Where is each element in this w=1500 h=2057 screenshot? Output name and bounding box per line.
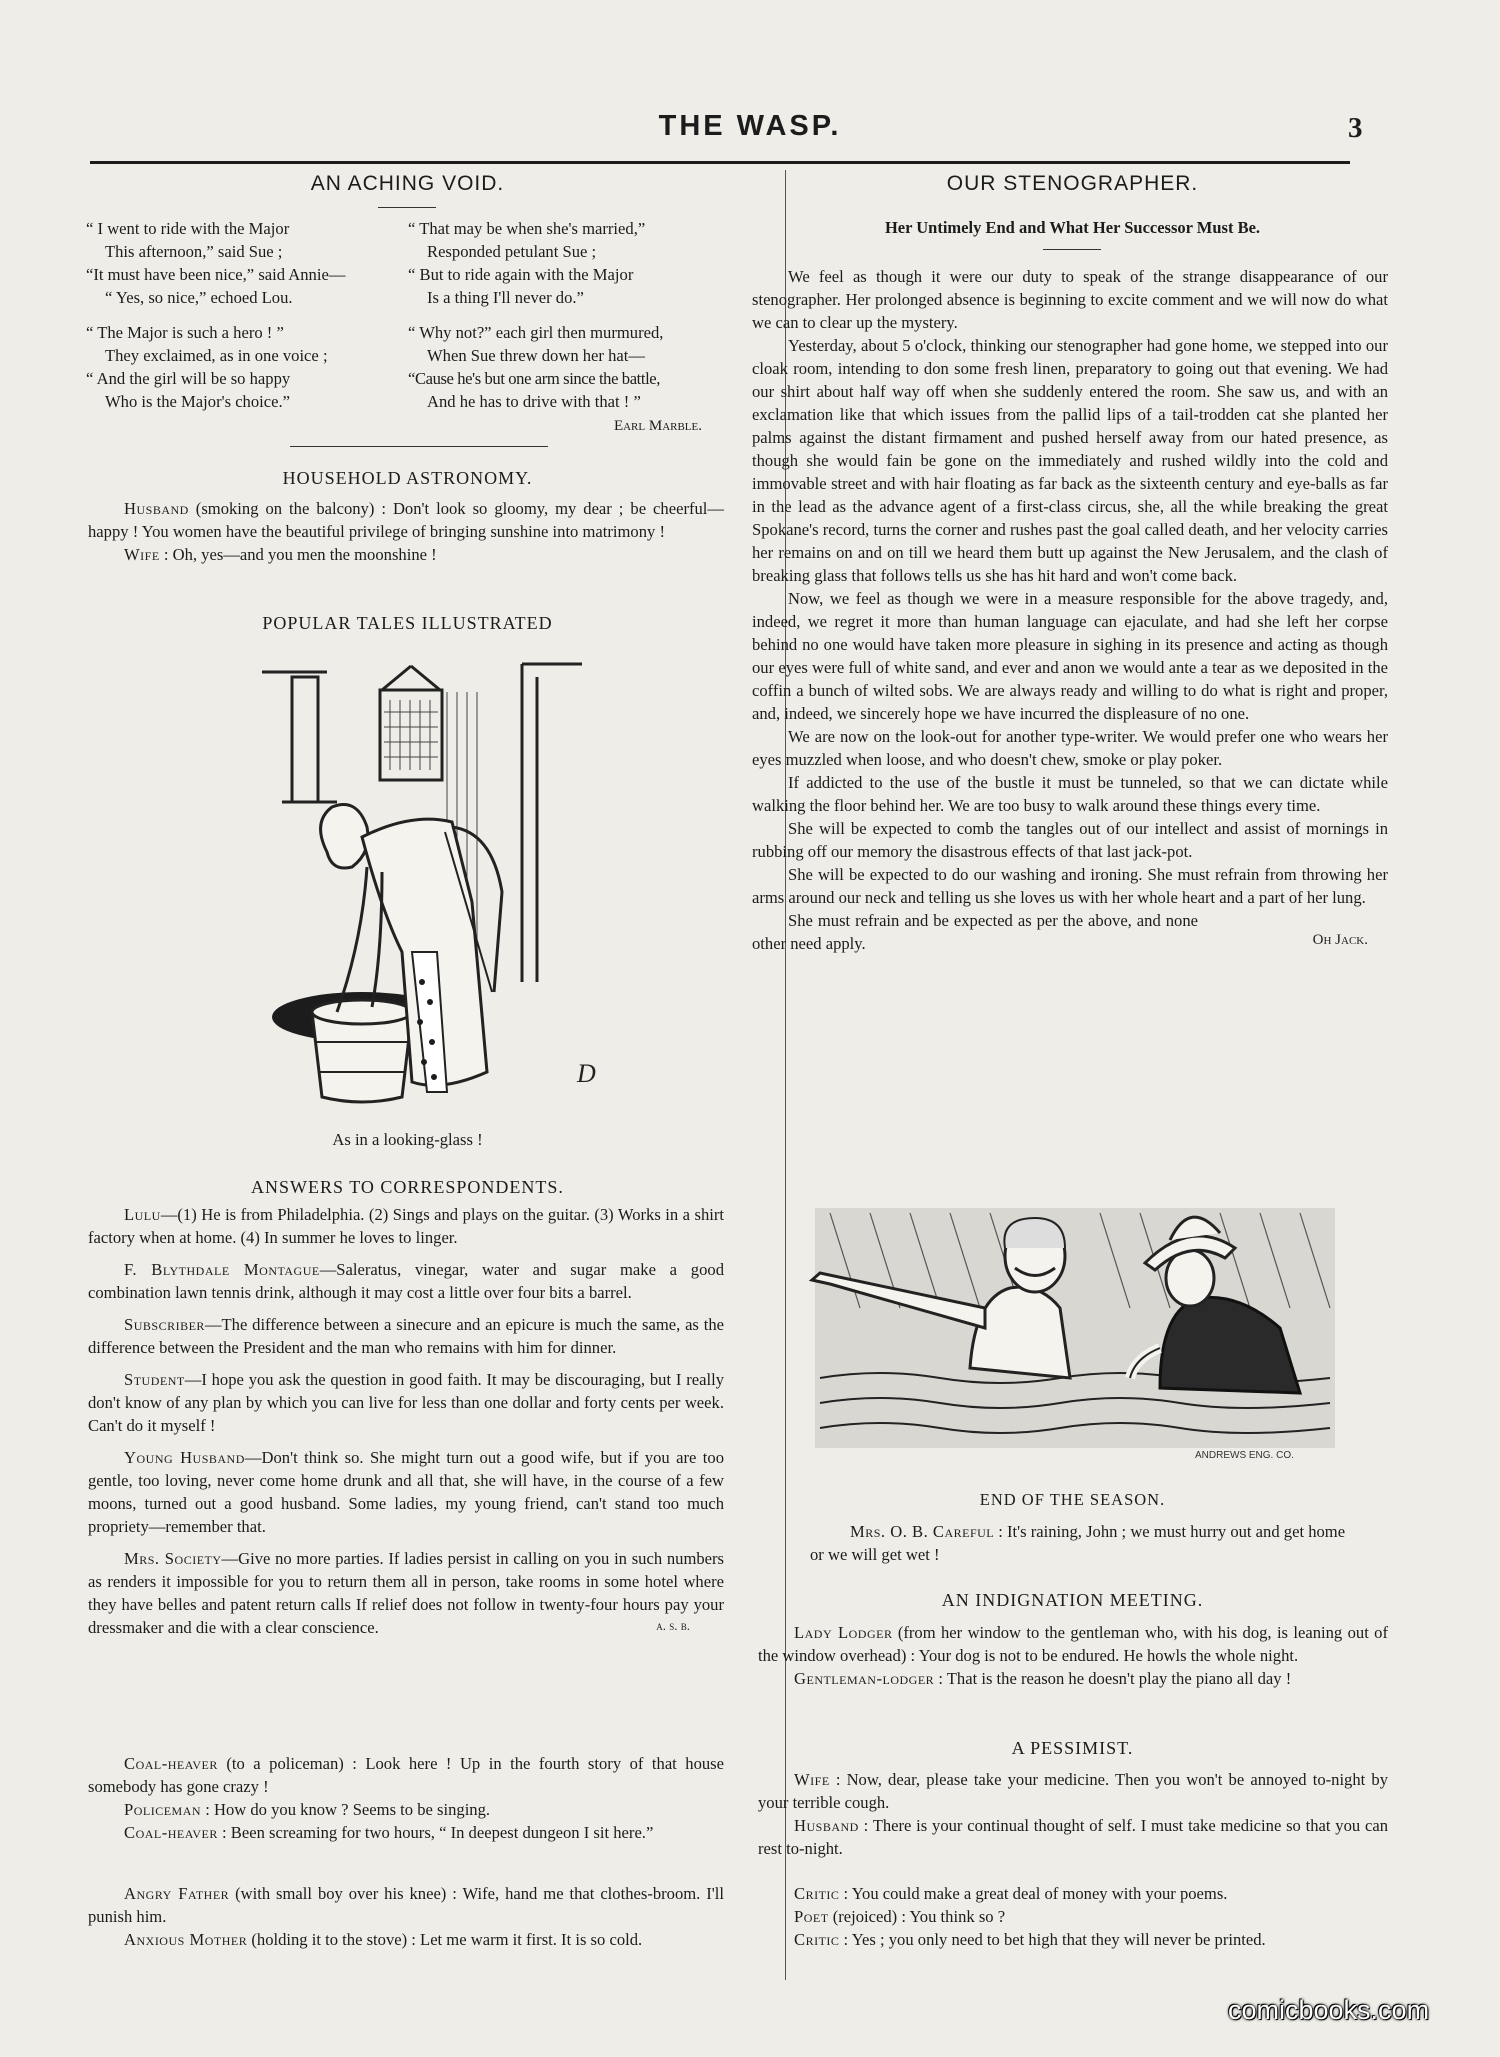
- title-rule: [1043, 249, 1101, 250]
- illustration-caption: As in a looking-glass !: [332, 1130, 483, 1149]
- poem-line: When Sue threw down her hat—: [427, 346, 645, 365]
- answer-item: Subscriber—The difference between a sinecure and an epicure is much the same, as the difference between the President and the man who remains with him for dinner.: [88, 1315, 724, 1357]
- dialogue-line: Wife : Oh, yes—and you men the moonshine !: [124, 545, 437, 564]
- answers-signature: a. s. b.: [656, 1618, 690, 1633]
- stanza-gap: [86, 309, 406, 321]
- poem-right-column: [408, 217, 728, 413]
- article-paragraph: We are now on the look-out for another type-writer. We would prefer one who wears her eyes muzzled when loose, and who doesn't chew, smoke or play poker.: [752, 727, 1388, 769]
- poem-line: “ And the girl will be so happy: [86, 369, 291, 388]
- angry-father-dialogue: [88, 1882, 724, 1951]
- dialogue-line: Poet (rejoiced) : You think so ?: [794, 1907, 1006, 1926]
- poem-line: “ But to ride again with the Major: [408, 265, 634, 284]
- engraver-credit: ANDREWS ENG. CO.: [1195, 1450, 1294, 1461]
- poem-line: Who is the Major's choice.”: [105, 392, 291, 411]
- household-title: HOUSEHOLD ASTRONOMY.: [282, 468, 533, 488]
- stenographer-article: [752, 265, 1388, 953]
- poem-line: Is a thing I'll never do.”: [427, 288, 584, 307]
- dialogue-line: Lady Lodger (from her window to the gentleman who, with his dog, is leaning out of the window overhead) : Your dog is not to be endured. He howls the whole night.: [758, 1623, 1388, 1665]
- title-rule: [378, 207, 436, 208]
- article-signature: Oh Jack.: [1312, 932, 1368, 948]
- header-rule: [90, 161, 1350, 164]
- poem-line: “ The Major is such a hero ! ”: [86, 323, 284, 342]
- caption-dialogue: Mrs. O. B. Careful : It's raining, John ; we must hurry out and get home or we will get wet !: [810, 1522, 1346, 1564]
- poem-author: Earl Marble.: [613, 418, 702, 434]
- critic-poet-dialogue: [758, 1882, 1388, 1951]
- season-caption: [810, 1520, 1350, 1566]
- dialogue-line: Wife : Now, dear, please take your medicine. Then you won't be annoyed to-night by your terrible cough.: [758, 1770, 1388, 1812]
- dialogue-line: Policeman : How do you know ? Seems to be singing.: [124, 1800, 491, 1819]
- pessimist-body: [758, 1768, 1388, 1860]
- article-paragraph: She will be expected to comb the tangles out of our intellect and assist of mornings in rubbing off our memory the disastrous effects of that last jack-pot.: [752, 819, 1388, 861]
- popular-tales-title: POPULAR TALES ILLUSTRATED: [262, 613, 553, 633]
- stenographer-title: OUR STENOGRAPHER.: [946, 172, 1199, 195]
- household-body: [88, 497, 724, 566]
- poem-line: “It must have been nice,” said Annie—: [86, 265, 346, 284]
- dialogue-line: Gentleman-lodger : That is the reason he doesn't play the piano all day !: [794, 1669, 1292, 1688]
- poem-line: “ That may be when she's married,”: [408, 219, 646, 238]
- stanza-gap: [408, 309, 728, 321]
- poem-line: “ Yes, so nice,” echoed Lou.: [105, 288, 293, 307]
- dialogue-line: Critic : You could make a great deal of money with your poems.: [794, 1884, 1228, 1903]
- bathers-illustration: [800, 1178, 1350, 1468]
- washtub-illustration: [262, 652, 596, 1112]
- dialogue-line: Angry Father (with small boy over his knee) : Wife, hand me that clothes-broom. I'll punish him.: [88, 1884, 724, 1926]
- masthead-title: THE WASP.: [658, 110, 842, 142]
- section-rule: [290, 446, 548, 447]
- answer-item: Student—I hope you ask the question in good faith. It may be discouraging, but I really don't know of any plan by which you can live for less than one dollar and forty cents per week. Can't do it myself !: [88, 1370, 724, 1435]
- dialogue-line: Coal-heaver : Been screaming for two hours, “ In deepest dungeon I sit here.”: [124, 1823, 654, 1842]
- poem-line: Responded petulant Sue ;: [427, 242, 597, 261]
- watermark: comicbooks.com: [1228, 1995, 1430, 2025]
- poem-line: This afternoon,” said Sue ;: [105, 242, 283, 261]
- season-title: END OF THE SEASON.: [979, 1490, 1166, 1509]
- pessimist-title: A PESSIMIST.: [1011, 1738, 1134, 1758]
- aching-void-title: AN ACHING VOID.: [310, 172, 505, 195]
- answers-title: ANSWERS TO CORRESPONDENTS.: [251, 1177, 564, 1197]
- artist-mark: D: [577, 1059, 596, 1088]
- dialogue-line: Husband : There is your continual thought of self. I must take medicine so that you can rest to-night.: [758, 1816, 1388, 1858]
- coal-heaver-dialogue: [88, 1752, 724, 1844]
- poem-line: And he has to drive with that ! ”: [427, 392, 641, 411]
- answers-body: [88, 1203, 724, 1637]
- poem-line: They exclaimed, as in one voice ;: [105, 346, 328, 365]
- stenographer-subtitle: Her Untimely End and What Her Successor Must Be.: [884, 218, 1261, 237]
- answer-item: Lulu—(1) He is from Philadelphia. (2) Sings and plays on the guitar. (3) Works in a shirt factory when at home. (4) In summer he loves to linger.: [88, 1205, 724, 1247]
- article-paragraph: Now, we feel as though we were in a measure responsible for the above tragedy, and, indeed, we regret it more than human language can ejaculate, and had she left her corpse behind no one would have taken more pleasure in sighing in its presence and acting as though our eyes were full of white sand, and ever and anon we would ante a tear as we deposited in the coffin a bunch of wilted sobs. We are always ready and willing to do what is right and proper, and, indeed, we sincerely hope we have incurred the displeasure of no one.: [752, 589, 1388, 723]
- answer-item: Young Husband—Don't think so. She might turn out a good wife, but if you are too gentle, too loving, never come home drunk and all that, she will have, in the course of a few moons, turned out a good husband. Some ladies, my young friend, can't stand too much propriety—remember that.: [88, 1448, 724, 1536]
- poem-left-column: [86, 217, 406, 413]
- answer-item: Mrs. Society—Give no more parties. If ladies persist in calling on you in such numbers as renders it impossible for you to return them all in person, take rooms in some hotel where they have belles and patent return calls If relief does not follow in twenty-four hours pay your dressmaker and die with a clear conscience.: [88, 1549, 724, 1637]
- dialogue-line: Critic : Yes ; you only need to bet high that they will never be printed.: [794, 1930, 1266, 1949]
- dialogue-line: Coal-heaver (to a policeman) : Look here ! Up in the fourth story of that house somebody has gone crazy !: [88, 1754, 724, 1796]
- article-paragraph: If addicted to the use of the bustle it must be tunneled, so that we can dictate while walking the floor behind her. We are too busy to walk around these things every time.: [752, 773, 1388, 815]
- poem-line: “ Why not?” each girl then murmured,: [408, 323, 664, 342]
- article-paragraph: She must refrain and be expected as per the above, and none other need apply.: [752, 911, 1198, 953]
- poem-line: “Cause he's but one arm since the battle,: [408, 369, 661, 388]
- poem-line: “ I went to ride with the Major: [86, 219, 290, 238]
- article-paragraph: She will be expected to do our washing and ironing. She must refrain from throwing her arms around our neck and telling us she loves us with her whole heart and a part of her lung.: [752, 865, 1388, 907]
- answer-item: F. Blythdale Montague—Saleratus, vinegar, water and sugar make a good combination lawn tennis drink, although it may cost a little over four bits a barrel.: [88, 1260, 724, 1302]
- indignation-title: AN INDIGNATION MEETING.: [941, 1590, 1204, 1610]
- page-number: 3: [1348, 112, 1363, 144]
- indignation-body: [758, 1621, 1388, 1690]
- dialogue-line: Husband (smoking on the balcony) : Don't look so gloomy, my dear ; be cheerful—happy ! You women have the beautiful privilege of bringing sunshine into matrimony !: [88, 499, 724, 541]
- article-paragraph: We feel as though it were our duty to speak of the strange disappearance of our stenographer. Her prolonged absence is beginning to excite comment and we will now do what we can to clear up the mystery.: [752, 267, 1388, 332]
- article-paragraph: Yesterday, about 5 o'clock, thinking our stenographer had gone home, we stepped into our cloak room, intending to don some fresh linen, preparatory to going out that evening. We had our shirt about half way off when she suddenly entered the room. She saw us, and with an exclamation like that which issues from the pallid lips of a tail-trodden cat she planted her palms against the distant firmament and pushed herself away from our hated presence, as though she would fain be gone on the immediately and rushed wildly into the cold and immovable street and with hair floating as far back as the sixteenth century and eye-balls as far in the lead as the advance agent of a first-class circus, she, all the while breaking the great Spokane's record, turns the corner and rushes past the goal called death, and her velocity carries her remains on and on till we heard them butt up against the New Jerusalem, and the clash of breaking glass that follows tells us she has hit hard and won't come back.: [752, 336, 1388, 585]
- dialogue-line: Anxious Mother (holding it to the stove) : Let me warm it first. It is so cold.: [124, 1930, 643, 1949]
